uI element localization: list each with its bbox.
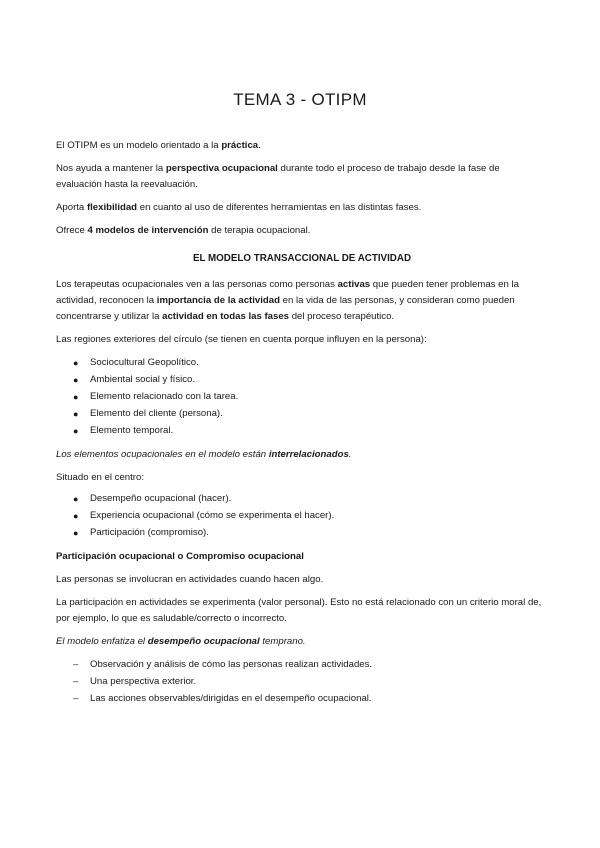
bullet-icon: ● xyxy=(73,511,79,521)
intro-paragraph-2: Nos ayuda a mantener la perspectiva ocupacional durante todo el proceso de trabajo desde la fase de evaluación hasta la reevaluación. xyxy=(56,163,500,190)
section-heading-transactional-model: EL MODELO TRANSACCIONAL DE ACTIVIDAD xyxy=(192,253,412,264)
bullet-icon: ● xyxy=(73,409,79,419)
list-item: ● Elemento temporal. xyxy=(56,423,548,439)
bullet-icon: ● xyxy=(73,426,79,436)
bullet-icon: ● xyxy=(73,358,79,368)
intro-paragraph-3: Aporta flexibilidad en cuanto al uso de diferentes herramientas en las distintas fases. xyxy=(56,202,422,213)
page-title: TEMA 3 - OTIPM xyxy=(233,90,367,109)
regions-list xyxy=(56,355,548,439)
intro-paragraph-1: El OTIPM es un modelo orientado a la práctica. xyxy=(56,140,261,151)
italic-note-performance: El modelo enfatiza el desempeño ocupacional temprano. xyxy=(56,636,306,647)
section1-paragraph-2: Las regiones exteriores del círculo (se tienen en cuenta porque influyen en la persona): xyxy=(56,334,427,345)
list-item: ● Experiencia ocupacional (cómo se experimenta el hacer). xyxy=(56,508,548,524)
intro-paragraph-4: Ofrece 4 modelos de intervención de terapia ocupacional. xyxy=(56,225,311,236)
dash-list xyxy=(56,657,548,707)
center-intro: Situado en el centro: xyxy=(56,472,145,483)
section2-paragraph-1: Las personas se involucran en actividades cuando hacen algo. xyxy=(56,574,324,585)
section-heading-participation: Participación ocupacional o Compromiso ocupacional xyxy=(56,551,304,562)
bullet-icon: ● xyxy=(73,528,79,538)
section2-paragraph-2: La participación en actividades se experimenta (valor personal). Esto no está relacionado con un criterio moral de, por ejemplo, lo que es saludable/correcto o incorrecto. xyxy=(56,597,542,624)
dash-icon: – xyxy=(73,693,79,704)
section1-paragraph-1: Los terapeutas ocupacionales ven a las personas como personas activas que pueden tener problemas en la actividad, reconocen la importancia de la actividad en la vida de las personas, y consideran como pueden concentrarse y utilizar la actividad en todas las fases del proceso terapéutico. xyxy=(56,279,519,322)
list-item: ● Elemento del cliente (persona). xyxy=(56,406,548,422)
italic-note-interrelated: Los elementos ocupacionales en el modelo están interrelacionados. xyxy=(56,449,352,460)
list-item: ● Elemento relacionado con la tarea. xyxy=(56,389,548,405)
bullet-icon: ● xyxy=(73,375,79,385)
list-item: – Observación y análisis de cómo las personas realizan actividades. xyxy=(56,657,548,673)
list-item: – Una perspectiva exterior. xyxy=(56,674,548,690)
list-item: ● Ambiental social y físico. xyxy=(56,372,548,388)
list-item: ● Desempeño ocupacional (hacer). xyxy=(56,491,548,507)
list-item: ● Sociocultural Geopolítico. xyxy=(56,355,548,371)
list-item: – Las acciones observables/dirigidas en el desempeño ocupacional. xyxy=(56,691,548,707)
document-body xyxy=(56,138,548,715)
dash-icon: – xyxy=(73,659,79,670)
bullet-icon: ● xyxy=(73,392,79,402)
center-list xyxy=(56,491,548,541)
bullet-icon: ● xyxy=(73,494,79,504)
list-item: ● Participación (compromiso). xyxy=(56,525,548,541)
dash-icon: – xyxy=(73,676,79,687)
